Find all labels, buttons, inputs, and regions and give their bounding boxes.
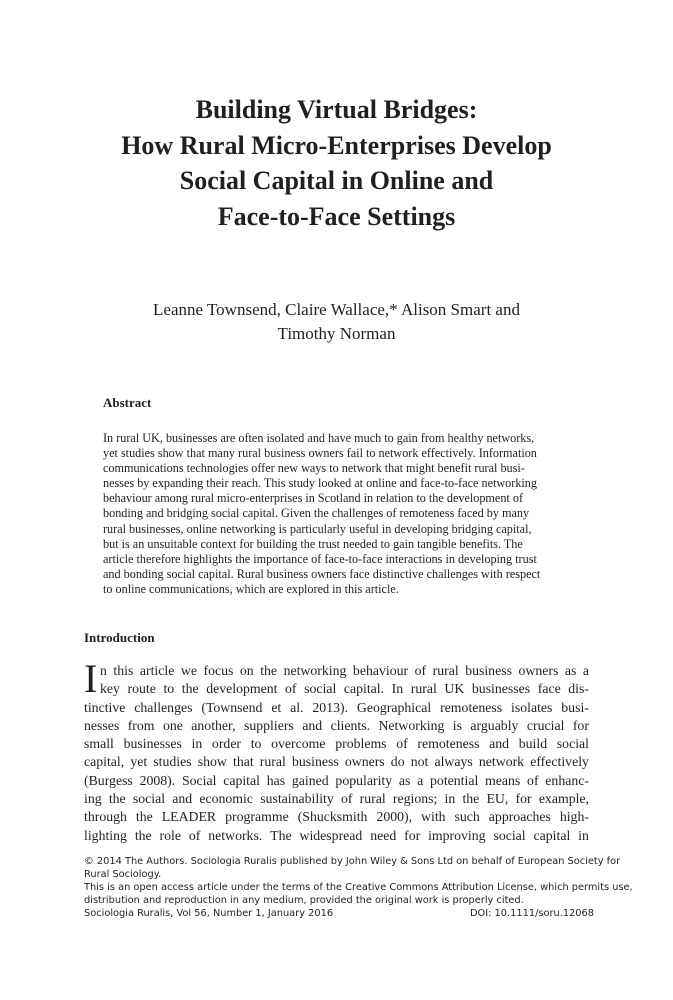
word: capital (223, 772, 260, 788)
word: social (493, 827, 526, 843)
word: The (270, 827, 292, 843)
word: improving (428, 827, 486, 843)
abstract-heading: Abstract (103, 395, 152, 410)
introduction-line (84, 680, 589, 698)
abstract-line: yet studies show that many rural business owners fail to network effectively. Information (103, 446, 537, 461)
word: show (197, 754, 227, 770)
abstract-line: rural businesses, online networking is particularly useful in developing bridging capital, (103, 521, 532, 536)
word: small (84, 736, 114, 752)
abstract-body (103, 431, 573, 597)
introduction-line (84, 827, 589, 845)
word: capital. (343, 681, 385, 697)
word: one (162, 717, 183, 733)
word: the (108, 791, 126, 807)
word: the (260, 663, 278, 678)
word: tinctive (84, 699, 126, 715)
introduction-line (84, 662, 589, 680)
drop-cap: I (84, 656, 98, 701)
word: Geographical (356, 699, 432, 715)
word: owners (518, 663, 559, 678)
abstract-line: article therefore highlights the importance of face-to-face interactions in developing trust (103, 551, 537, 566)
abstract-line: to online communications, which are explored in this article. (103, 581, 399, 596)
word: suppliers (243, 717, 294, 733)
word: for (515, 791, 532, 807)
word: capital (533, 827, 571, 843)
word: owners (344, 754, 385, 770)
word: and (302, 717, 323, 733)
author-list (40, 298, 633, 346)
introduction-line (84, 772, 589, 790)
title-line: How Rural Micro-Enterprises Develop (121, 130, 552, 160)
introduction-line (84, 808, 589, 826)
word: overcome (271, 736, 326, 752)
word: always (434, 754, 473, 770)
word: in (191, 736, 203, 752)
word: high- (559, 809, 589, 825)
word: rural (432, 663, 459, 678)
word: networks. (208, 827, 263, 843)
word: business (465, 663, 512, 678)
author-line: Leanne Townsend, Claire Wallace,* Alison Smart and (153, 300, 520, 319)
title-line: Social Capital in Online and (179, 166, 494, 195)
word: arguably (470, 717, 519, 733)
abstract-line: behaviour among rural micro-enterprises in Scotland in relation to the development of (103, 491, 524, 506)
word: yet (130, 754, 148, 770)
word: is (452, 717, 462, 733)
word: with (421, 809, 446, 825)
word: of (340, 791, 353, 807)
word: 2013). (312, 699, 349, 715)
word: n (100, 663, 107, 678)
abstract-line: communications technologies offer new ways to network that might benefit rural busi- (103, 461, 525, 476)
word: et (271, 699, 282, 715)
journal-citation: Sociologia Ruralis, Vol 56, Number 1, January 2016 (84, 908, 334, 920)
word: challenges (134, 699, 193, 715)
word: capital, (84, 754, 125, 770)
word: 2008). (139, 772, 176, 788)
word: potential (430, 772, 479, 788)
word: this (113, 663, 134, 678)
word: enhanc- (545, 772, 589, 788)
word: isolates (511, 699, 553, 715)
doi: DOI: 10.1111/soru.12068 (470, 908, 594, 920)
word: key (100, 681, 120, 697)
word: problems (335, 736, 387, 752)
word: studies (153, 754, 192, 770)
license-notice-cont: distribution and reproduction in any medium, provided the original work is properly cited. (84, 895, 524, 907)
word: popularity (335, 772, 393, 788)
introduction-line (84, 753, 589, 771)
word: in (578, 827, 589, 843)
word: means (485, 772, 521, 788)
word: social (304, 681, 337, 697)
word: programme (225, 809, 289, 825)
word: remoteness (417, 736, 480, 752)
word: to (163, 681, 175, 697)
word: article (139, 663, 175, 678)
word: the (181, 681, 199, 697)
word: of (188, 827, 201, 843)
word: rural (359, 791, 386, 807)
introduction-line (84, 717, 589, 735)
license-notice: This is an open access article under the terms of the Creative Commons Attribution License, which permits use, (84, 882, 633, 894)
word: of (396, 736, 408, 752)
word: social (132, 791, 166, 807)
word: route (127, 681, 156, 697)
word: sustainability (260, 791, 334, 807)
word: order (211, 736, 242, 752)
word: remoteness (440, 699, 503, 715)
word: rural (259, 754, 286, 770)
word: the (135, 809, 153, 825)
word: rural (410, 681, 437, 697)
word: to (250, 736, 262, 752)
title-line: Face-to-Face Settings (217, 201, 456, 231)
word: widespread (299, 827, 363, 843)
word: the (462, 791, 480, 807)
word: of (285, 681, 297, 697)
word: nesses (84, 717, 120, 733)
word: businesses (123, 736, 182, 752)
abstract-line: nesses by expanding their reach. This study looked at online and face-to-face networking (103, 476, 537, 491)
word: for (572, 717, 589, 733)
word: EU, (486, 791, 509, 807)
word: clients. (330, 717, 371, 733)
word: crucial (526, 717, 565, 733)
word: such (454, 809, 480, 825)
word: businesses (471, 681, 531, 697)
word: (Burgess (84, 772, 133, 788)
word: development (206, 681, 278, 697)
abstract-line: bonding and bridging social capital. Given the challenges of remoteness faced by many (103, 506, 530, 521)
introduction-body (84, 662, 589, 845)
introduction-line (84, 735, 589, 753)
introduction-line (84, 699, 589, 717)
word: for (404, 827, 421, 843)
word: do (390, 754, 405, 770)
author-line: Timothy Norman (277, 324, 396, 343)
word: as (398, 772, 411, 788)
word: from (127, 717, 155, 733)
word: role (159, 827, 181, 843)
word: through (84, 809, 127, 825)
word: LEADER (161, 809, 217, 825)
word: of (414, 663, 427, 678)
article-title (40, 92, 633, 234)
word: ing (84, 791, 102, 807)
word: example, (538, 791, 589, 807)
abstract-line: In rural UK, businesses are often isolated and have much to gain from healthy networks, (103, 431, 535, 445)
title-line: Building Virtual Bridges: (195, 95, 478, 124)
abstract-line: and bonding social capital. Rural business owners face distinctive challenges with respect (103, 566, 541, 581)
word: regions; (392, 791, 438, 807)
word: focus (203, 663, 234, 678)
word: Social (181, 772, 217, 788)
word: social (556, 736, 589, 752)
copyright-notice: © 2014 The Authors. Sociologia Ruralis published by John Wiley & Sons Ltd on behalf of European Society for (84, 856, 621, 867)
word: not (410, 754, 429, 770)
word: 2000), (376, 809, 413, 825)
word: that (232, 754, 254, 770)
word: networking (283, 663, 347, 678)
word: (Shucksmith (297, 809, 368, 825)
word: busi- (561, 699, 589, 715)
word: economic (199, 791, 253, 807)
word: business (291, 754, 339, 770)
word: we (180, 663, 197, 678)
word: and (489, 736, 510, 752)
page-footer (84, 855, 633, 920)
word: a (582, 663, 589, 678)
word: dis- (568, 681, 589, 697)
word: UK (444, 681, 465, 697)
word: effectively (530, 754, 589, 770)
introduction-line (84, 790, 589, 808)
word: on (239, 663, 254, 678)
word: gained (291, 772, 329, 788)
word: (Townsend (201, 699, 263, 715)
word: face (537, 681, 561, 697)
word: another, (191, 717, 236, 733)
word: Networking (378, 717, 445, 733)
word: al. (290, 699, 304, 715)
abstract-line: but is an unsuitable context for building the trust needed to gain tangible benefits. The (103, 536, 523, 551)
introduction-heading: Introduction (84, 630, 155, 645)
word: network (478, 754, 525, 770)
word: a (417, 772, 424, 788)
word: need (370, 827, 397, 843)
word: and (172, 791, 193, 807)
word: In (391, 681, 404, 697)
word: lighting (84, 827, 127, 843)
copyright-notice-cont: Rural Sociology. (84, 869, 162, 881)
word: approaches (488, 809, 551, 825)
word: behaviour (352, 663, 409, 678)
word: in (444, 791, 456, 807)
word: as (564, 663, 577, 678)
word: the (134, 827, 152, 843)
word: build (518, 736, 548, 752)
word: of (527, 772, 539, 788)
word: has (266, 772, 286, 788)
